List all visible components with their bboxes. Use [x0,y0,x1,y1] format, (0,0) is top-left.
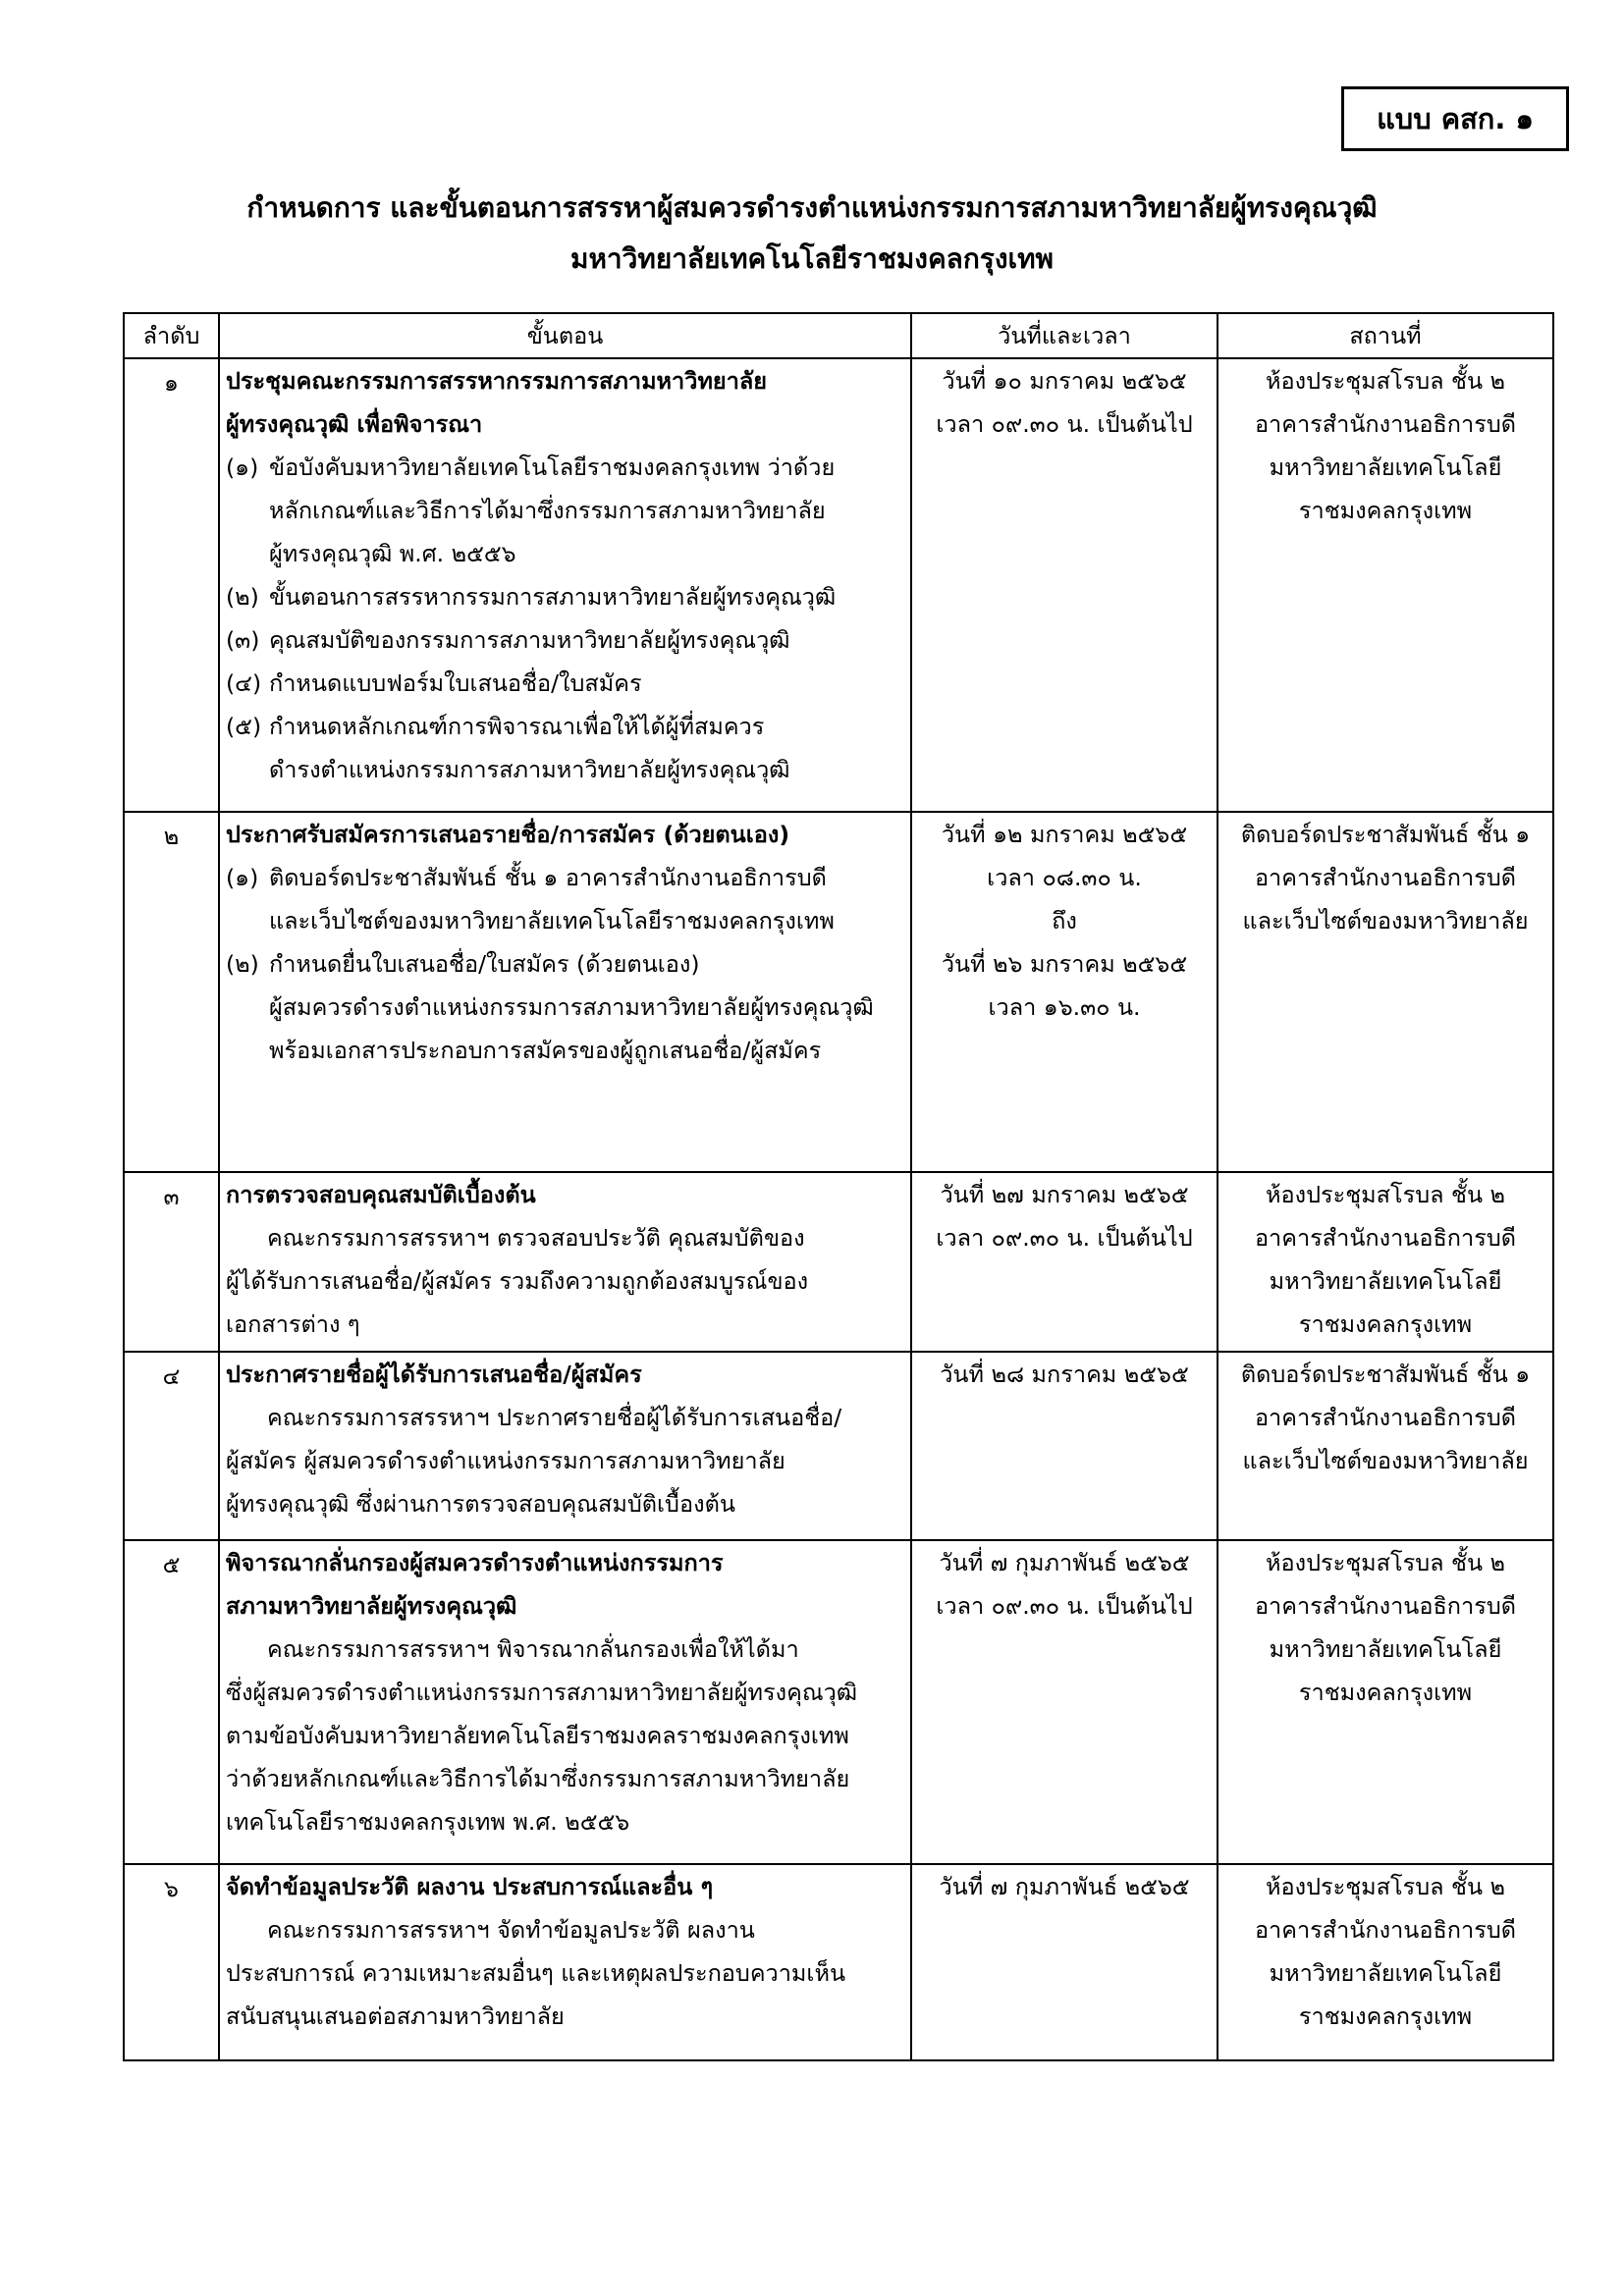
row-datetime [911,1540,1218,1864]
row-seq: ๔ [124,1352,219,1540]
sub-item-number: (๔) [226,669,262,697]
sub-item [226,942,904,1072]
step-title-line: พิจารณากลั่นกรองผู้สมควรดำรงตำแหน่งกรรมการ [226,1549,724,1576]
table-row [124,1540,1553,1864]
step-title-line: สภามหาวิทยาลัยผู้ทรงคุณวุฒิ [226,1592,517,1620]
place-line: มหาวิทยาลัยเทคโนโลยี [1269,1635,1502,1663]
place-line: อาคารสำนักงานอธิการบดี [1254,1404,1517,1431]
sub-item-line: ดำรงตำแหน่งกรรมการสภามหาวิทยาลัยผู้ทรงคุณวุฒิ [269,756,790,783]
step-title [226,1541,904,1628]
step-description [226,1908,904,2038]
document-title-line-2: มหาวิทยาลัยเทคโนโลยีราชมงคลกรุงเทพ [570,242,1054,275]
sub-item [226,856,904,942]
form-code-box [1341,86,1569,151]
sub-item [226,575,904,618]
place-line: อาคารสำนักงานอธิการบดี [1254,1592,1517,1620]
row-seq: ๑ [124,358,219,812]
row-step [219,1864,911,2060]
step-title: ประกาศรายชื่อผู้ได้รับการเสนอชื่อ/ผู้สมัคร [226,1361,642,1388]
step-title: ประกาศรับสมัครการเสนอรายชื่อ/การสมัคร (ด้วยตนเอง) [226,821,790,848]
sub-item-number: (๕) [226,713,262,740]
step-description [226,1628,904,1843]
description-line: ผู้ได้รับการเสนอชื่อ/ผู้สมัคร รวมถึงความถูกต้องสมบูรณ์ของ [226,1267,809,1295]
place-line: ห้องประชุมสโรบล ชั้น ๒ [1265,1549,1506,1576]
time-line: เวลา ๐๘.๓๐ น. [987,864,1142,891]
sub-item-text: ขั้นตอนการสรรหากรรมการสภามหาวิทยาลัยผู้ทรงคุณวุฒิ [269,583,837,611]
sub-item-text [269,705,904,791]
row-step [219,1352,911,1540]
description-line: เทคโนโลยีราชมงคลกรุงเทพ พ.ศ. ๒๕๕๖ [226,1808,630,1836]
sub-item-line: ผู้สมควรดำรงตำแหน่งกรรมการสภามหาวิทยาลัยผู้ทรงคุณวุฒิ [269,993,874,1021]
date-range-separator: ถึง [1052,907,1077,934]
sub-item [226,446,904,575]
place-line: และเว็บไซต์ของมหาวิทยาลัย [1242,1447,1529,1474]
sub-item-text [269,942,904,1072]
sub-item-number: (๑) [226,454,259,481]
row-step [219,1540,911,1864]
place-line: ติดบอร์ดประชาสัมพันธ์ ชั้น ๑ [1240,1361,1531,1388]
header-step: ขั้นตอน [219,313,911,358]
sub-item-line: ข้อบังคับมหาวิทยาลัยเทคโนโลยีราชมงคลกรุงเทพ ว่าด้วย [269,454,836,481]
sub-item-line: ติดบอร์ดประชาสัมพันธ์ ชั้น ๑ อาคารสำนักงานอธิการบดี [269,864,827,891]
row-place [1218,1352,1553,1540]
description-line: ซึ่งผู้สมควรดำรงตำแหน่งกรรมการสภามหาวิทยาลัยผู้ทรงคุณวุฒิ [226,1679,858,1706]
place-line: อาคารสำนักงานอธิการบดี [1254,410,1517,438]
row-step [219,1172,911,1352]
sub-item-number: (๑) [226,864,259,891]
row-datetime [911,358,1218,812]
sub-item-text [269,856,904,942]
form-code: แบบ คสก. ๑ [1377,102,1534,135]
place-line: ราชมงคลกรุงเทพ [1298,1679,1473,1706]
description-line: คณะกรรมการสรรหาฯ พิจารณากลั่นกรองเพื่อให้ได้มา [267,1635,799,1663]
table-row [124,812,1553,1172]
step-title: การตรวจสอบคุณสมบัติเบื้องต้น [226,1181,536,1208]
date-line: วันที่ ๒๗ มกราคม ๒๕๖๕ [940,1181,1189,1208]
sub-item-number: (๒) [226,583,259,611]
document-title-line-1: กำหนดการ และขั้นตอนการสรรหาผู้สมควรดำรงตำแหน่งกรรมการสภามหาวิทยาลัยผู้ทรงคุณวุฒิ [246,191,1378,224]
sub-item [226,705,904,791]
sub-item-line: และเว็บไซต์ของมหาวิทยาลัยเทคโนโลยีราชมงคลกรุงเทพ [269,907,835,934]
row-place [1218,1864,1553,2060]
place-line: ติดบอร์ดประชาสัมพันธ์ ชั้น ๑ [1240,821,1531,848]
row-place [1218,358,1553,812]
place-line: ห้องประชุมสโรบล ชั้น ๒ [1265,1873,1506,1900]
date-line: วันที่ ๒๖ มกราคม ๒๕๖๕ [941,950,1188,978]
step-description [226,1216,904,1346]
sub-item-line: กำหนดหลักเกณฑ์การพิจารณาเพื่อให้ได้ผู้ที่สมควร [269,713,765,740]
row-datetime [911,812,1218,1172]
description-line: คณะกรรมการสรรหาฯ ประกาศรายชื่อผู้ได้รับการเสนอชื่อ/ [267,1404,842,1431]
description-line: ประสบการณ์ ความเหมาะสมอื่นๆ และเหตุผลประกอบความเห็น [226,1959,846,1987]
description-line: ว่าด้วยหลักเกณฑ์และวิธีการได้มาซึ่งกรรมการสภามหาวิทยาลัย [226,1765,850,1792]
step-description [226,1396,904,1525]
date-line: วันที่ ๑๒ มกราคม ๒๕๖๕ [941,821,1188,848]
row-seq: ๒ [124,812,219,1172]
row-datetime [911,1352,1218,1540]
place-line: มหาวิทยาลัยเทคโนโลยี [1269,1959,1502,1987]
sub-item-number: (๓) [226,626,260,654]
table-row [124,358,1553,812]
sub-item-line: พร้อมเอกสารประกอบการสมัครของผู้ถูกเสนอชื่อ/ผู้สมัคร [269,1037,822,1064]
date-line: วันที่ ๗ กุมภาพันธ์ ๒๕๖๕ [939,1873,1190,1900]
row-datetime [911,1172,1218,1352]
description-line: คณะกรรมการสรรหาฯ ตรวจสอบประวัติ คุณสมบัติของ [267,1224,805,1252]
procedure-table [123,312,1554,2061]
sub-item-text: คุณสมบัติของกรรมการสภามหาวิทยาลัยผู้ทรงคุณวุฒิ [269,626,790,654]
table-row [124,1172,1553,1352]
description-line: สนับสนุนเสนอต่อสภามหาวิทยาลัย [226,2002,565,2030]
header-seq: ลำดับ [124,313,219,358]
place-line: ห้องประชุมสโรบล ชั้น ๒ [1265,367,1506,395]
description-line: ผู้สมัคร ผู้สมควรดำรงตำแหน่งกรรมการสภามหาวิทยาลัย [226,1447,785,1474]
place-line: ราชมงคลกรุงเทพ [1298,497,1473,524]
row-place [1218,812,1553,1172]
description-line: คณะกรรมการสรรหาฯ จัดทำข้อมูลประวัติ ผลงาน [267,1916,755,1944]
date-line: วันที่ ๑๐ มกราคม ๒๕๖๕ [942,367,1187,395]
place-line: อาคารสำนักงานอธิการบดี [1254,864,1517,891]
table-header-row [124,313,1553,358]
row-place [1218,1540,1553,1864]
time-line: เวลา ๐๙.๓๐ น. เป็นต้นไป [936,410,1193,438]
row-step [219,358,911,812]
sub-item-line: หลักเกณฑ์และวิธีการได้มาซึ่งกรรมการสภามหาวิทยาลัย [269,497,826,524]
place-line: อาคารสำนักงานอธิการบดี [1254,1224,1517,1252]
sub-item-number: (๒) [226,950,259,978]
table-row [124,1864,1553,2060]
sub-item-text [269,446,904,575]
header-datetime: วันที่และเวลา [911,313,1218,358]
header-place: สถานที่ [1218,313,1553,358]
place-line: และเว็บไซต์ของมหาวิทยาลัย [1242,907,1529,934]
step-title [226,359,904,446]
date-line: วันที่ ๒๘ มกราคม ๒๕๖๕ [940,1361,1189,1388]
row-seq: ๓ [124,1172,219,1352]
sub-item-line: ผู้ทรงคุณวุฒิ พ.ศ. ๒๕๕๖ [269,540,516,567]
sub-item [226,618,904,662]
step-title-line: ประชุมคณะกรรมการสรรหากรรมการสภามหาวิทยาลัย [226,367,768,395]
place-line: อาคารสำนักงานอธิการบดี [1254,1916,1517,1944]
date-line: วันที่ ๗ กุมภาพันธ์ ๒๕๖๕ [939,1549,1190,1576]
place-line: มหาวิทยาลัยเทคโนโลยี [1269,454,1502,481]
place-line: ราชมงคลกรุงเทพ [1298,2002,1473,2030]
row-seq: ๖ [124,1864,219,2060]
step-title-line: ผู้ทรงคุณวุฒิ เพื่อพิจารณา [226,410,483,438]
step-title: จัดทำข้อมูลประวัติ ผลงาน ประสบการณ์และอื่น ๆ [226,1873,714,1900]
description-line: เอกสารต่าง ๆ [226,1310,360,1338]
row-datetime [911,1864,1218,2060]
place-line: มหาวิทยาลัยเทคโนโลยี [1269,1267,1502,1295]
time-line: เวลา ๐๙.๓๐ น. เป็นต้นไป [936,1592,1193,1620]
description-line: ตามข้อบังคับมหาวิทยาลัยทคโนโลยีราชมงคลราชมงคลกรุงเทพ [226,1722,849,1749]
sub-item-line: กำหนดยื่นใบเสนอชื่อ/ใบสมัคร (ด้วยตนเอง) [269,950,700,978]
row-place [1218,1172,1553,1352]
row-step [219,812,911,1172]
time-line: เวลา ๐๙.๓๐ น. เป็นต้นไป [936,1224,1193,1252]
row-seq: ๕ [124,1540,219,1864]
sub-item [226,662,904,705]
sub-item-text: กำหนดแบบฟอร์มใบเสนอชื่อ/ใบสมัคร [269,669,642,697]
place-line: ห้องประชุมสโรบล ชั้น ๒ [1265,1181,1506,1208]
table-row [124,1352,1553,1540]
place-line: ราชมงคลกรุงเทพ [1298,1310,1473,1338]
time-line: เวลา ๑๖.๓๐ น. [988,993,1141,1021]
description-line: ผู้ทรงคุณวุฒิ ซึ่งผ่านการตรวจสอบคุณสมบัติเบื้องต้น [226,1490,735,1518]
